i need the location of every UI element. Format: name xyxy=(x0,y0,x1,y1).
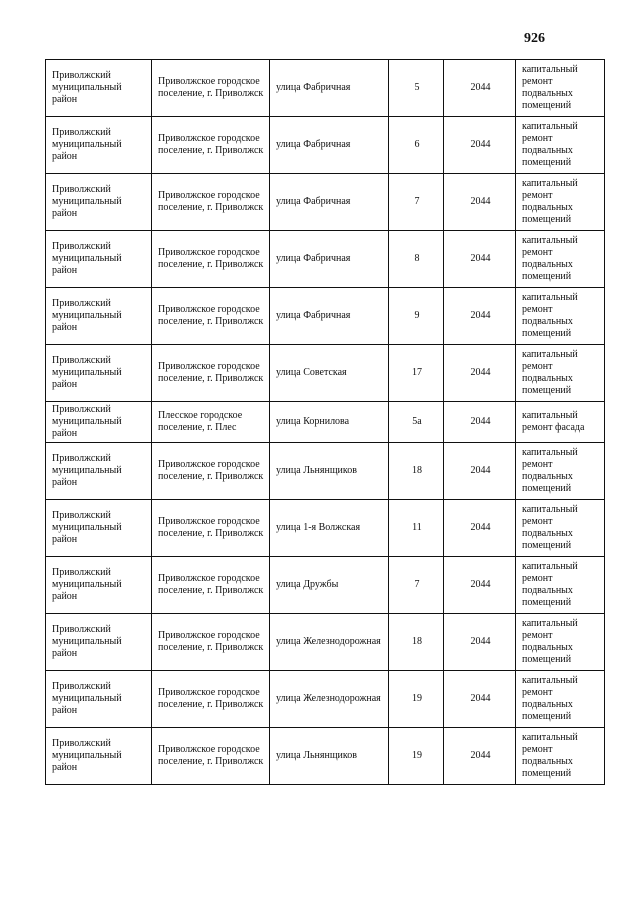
table-row xyxy=(46,500,605,557)
work-type-cell: капитальный ремонт подвальных помещений xyxy=(516,671,605,728)
district-cell: Приволжский муниципальный район xyxy=(46,402,152,443)
house-number-cell: 11 xyxy=(389,500,444,557)
settlement-cell: Приволжское городское поселение, г. Приволжск xyxy=(152,345,270,402)
work-type-cell: капитальный ремонт подвальных помещений xyxy=(516,614,605,671)
year-cell: 2044 xyxy=(444,60,516,117)
house-number-cell: 5 xyxy=(389,60,444,117)
repair-registry-table xyxy=(45,59,605,785)
table-row xyxy=(46,671,605,728)
house-number-cell: 19 xyxy=(389,728,444,785)
table-row xyxy=(46,614,605,671)
work-type-cell: капитальный ремонт подвальных помещений xyxy=(516,500,605,557)
year-cell: 2044 xyxy=(444,288,516,345)
year-cell: 2044 xyxy=(444,557,516,614)
street-cell: улица Фабричная xyxy=(270,117,389,174)
year-cell: 2044 xyxy=(444,728,516,785)
page-number: 926 xyxy=(524,31,545,46)
settlement-cell: Приволжское городское поселение, г. Приволжск xyxy=(152,288,270,345)
year-cell: 2044 xyxy=(444,500,516,557)
table-row xyxy=(46,231,605,288)
year-cell: 2044 xyxy=(444,443,516,500)
work-type-cell: капитальный ремонт подвальных помещений xyxy=(516,174,605,231)
district-cell: Приволжский муниципальный район xyxy=(46,671,152,728)
district-cell: Приволжский муниципальный район xyxy=(46,557,152,614)
house-number-cell: 19 xyxy=(389,671,444,728)
settlement-cell: Приволжское городское поселение, г. Приволжск xyxy=(152,117,270,174)
table-row xyxy=(46,288,605,345)
house-number-cell: 7 xyxy=(389,174,444,231)
work-type-cell: капитальный ремонт подвальных помещений xyxy=(516,443,605,500)
year-cell: 2044 xyxy=(444,614,516,671)
table-row xyxy=(46,557,605,614)
street-cell: улица Льнянщиков xyxy=(270,728,389,785)
year-cell: 2044 xyxy=(444,402,516,443)
table-row xyxy=(46,443,605,500)
work-type-cell: капитальный ремонт подвальных помещений xyxy=(516,728,605,785)
district-cell: Приволжский муниципальный район xyxy=(46,60,152,117)
district-cell: Приволжский муниципальный район xyxy=(46,174,152,231)
work-type-cell: капитальный ремонт подвальных помещений xyxy=(516,288,605,345)
house-number-cell: 18 xyxy=(389,443,444,500)
settlement-cell: Приволжское городское поселение, г. Приволжск xyxy=(152,60,270,117)
settlement-cell: Приволжское городское поселение, г. Приволжск xyxy=(152,728,270,785)
district-cell: Приволжский муниципальный район xyxy=(46,728,152,785)
settlement-cell: Приволжское городское поселение, г. Приволжск xyxy=(152,174,270,231)
street-cell: улица Советская xyxy=(270,345,389,402)
house-number-cell: 5а xyxy=(389,402,444,443)
settlement-cell: Плесское городское поселение, г. Плес xyxy=(152,402,270,443)
district-cell: Приволжский муниципальный район xyxy=(46,345,152,402)
year-cell: 2044 xyxy=(444,174,516,231)
street-cell: улица Корнилова xyxy=(270,402,389,443)
street-cell: улица Железнодорожная xyxy=(270,671,389,728)
year-cell: 2044 xyxy=(444,671,516,728)
table-body xyxy=(46,60,605,785)
table-row xyxy=(46,402,605,443)
district-cell: Приволжский муниципальный район xyxy=(46,614,152,671)
house-number-cell: 8 xyxy=(389,231,444,288)
table-row xyxy=(46,117,605,174)
street-cell: улица Фабричная xyxy=(270,288,389,345)
table-row xyxy=(46,60,605,117)
house-number-cell: 6 xyxy=(389,117,444,174)
work-type-cell: капитальный ремонт подвальных помещений xyxy=(516,60,605,117)
street-cell: улица Железнодорожная xyxy=(270,614,389,671)
table-row xyxy=(46,174,605,231)
year-cell: 2044 xyxy=(444,117,516,174)
work-type-cell: капитальный ремонт подвальных помещений xyxy=(516,231,605,288)
work-type-cell: капитальный ремонт фасада xyxy=(516,402,605,443)
settlement-cell: Приволжское городское поселение, г. Приволжск xyxy=(152,500,270,557)
street-cell: улица Фабричная xyxy=(270,174,389,231)
house-number-cell: 18 xyxy=(389,614,444,671)
district-cell: Приволжский муниципальный район xyxy=(46,443,152,500)
street-cell: улица Дружбы xyxy=(270,557,389,614)
table-row xyxy=(46,728,605,785)
work-type-cell: капитальный ремонт подвальных помещений xyxy=(516,557,605,614)
street-cell: улица Фабричная xyxy=(270,231,389,288)
district-cell: Приволжский муниципальный район xyxy=(46,500,152,557)
settlement-cell: Приволжское городское поселение, г. Приволжск xyxy=(152,443,270,500)
house-number-cell: 9 xyxy=(389,288,444,345)
district-cell: Приволжский муниципальный район xyxy=(46,231,152,288)
table-row xyxy=(46,345,605,402)
settlement-cell: Приволжское городское поселение, г. Приволжск xyxy=(152,231,270,288)
street-cell: улица 1-я Волжская xyxy=(270,500,389,557)
work-type-cell: капитальный ремонт подвальных помещений xyxy=(516,117,605,174)
year-cell: 2044 xyxy=(444,231,516,288)
settlement-cell: Приволжское городское поселение, г. Приволжск xyxy=(152,557,270,614)
house-number-cell: 7 xyxy=(389,557,444,614)
settlement-cell: Приволжское городское поселение, г. Приволжск xyxy=(152,671,270,728)
district-cell: Приволжский муниципальный район xyxy=(46,117,152,174)
house-number-cell: 17 xyxy=(389,345,444,402)
year-cell: 2044 xyxy=(444,345,516,402)
settlement-cell: Приволжское городское поселение, г. Приволжск xyxy=(152,614,270,671)
street-cell: улица Льнянщиков xyxy=(270,443,389,500)
street-cell: улица Фабричная xyxy=(270,60,389,117)
work-type-cell: капитальный ремонт подвальных помещений xyxy=(516,345,605,402)
district-cell: Приволжский муниципальный район xyxy=(46,288,152,345)
